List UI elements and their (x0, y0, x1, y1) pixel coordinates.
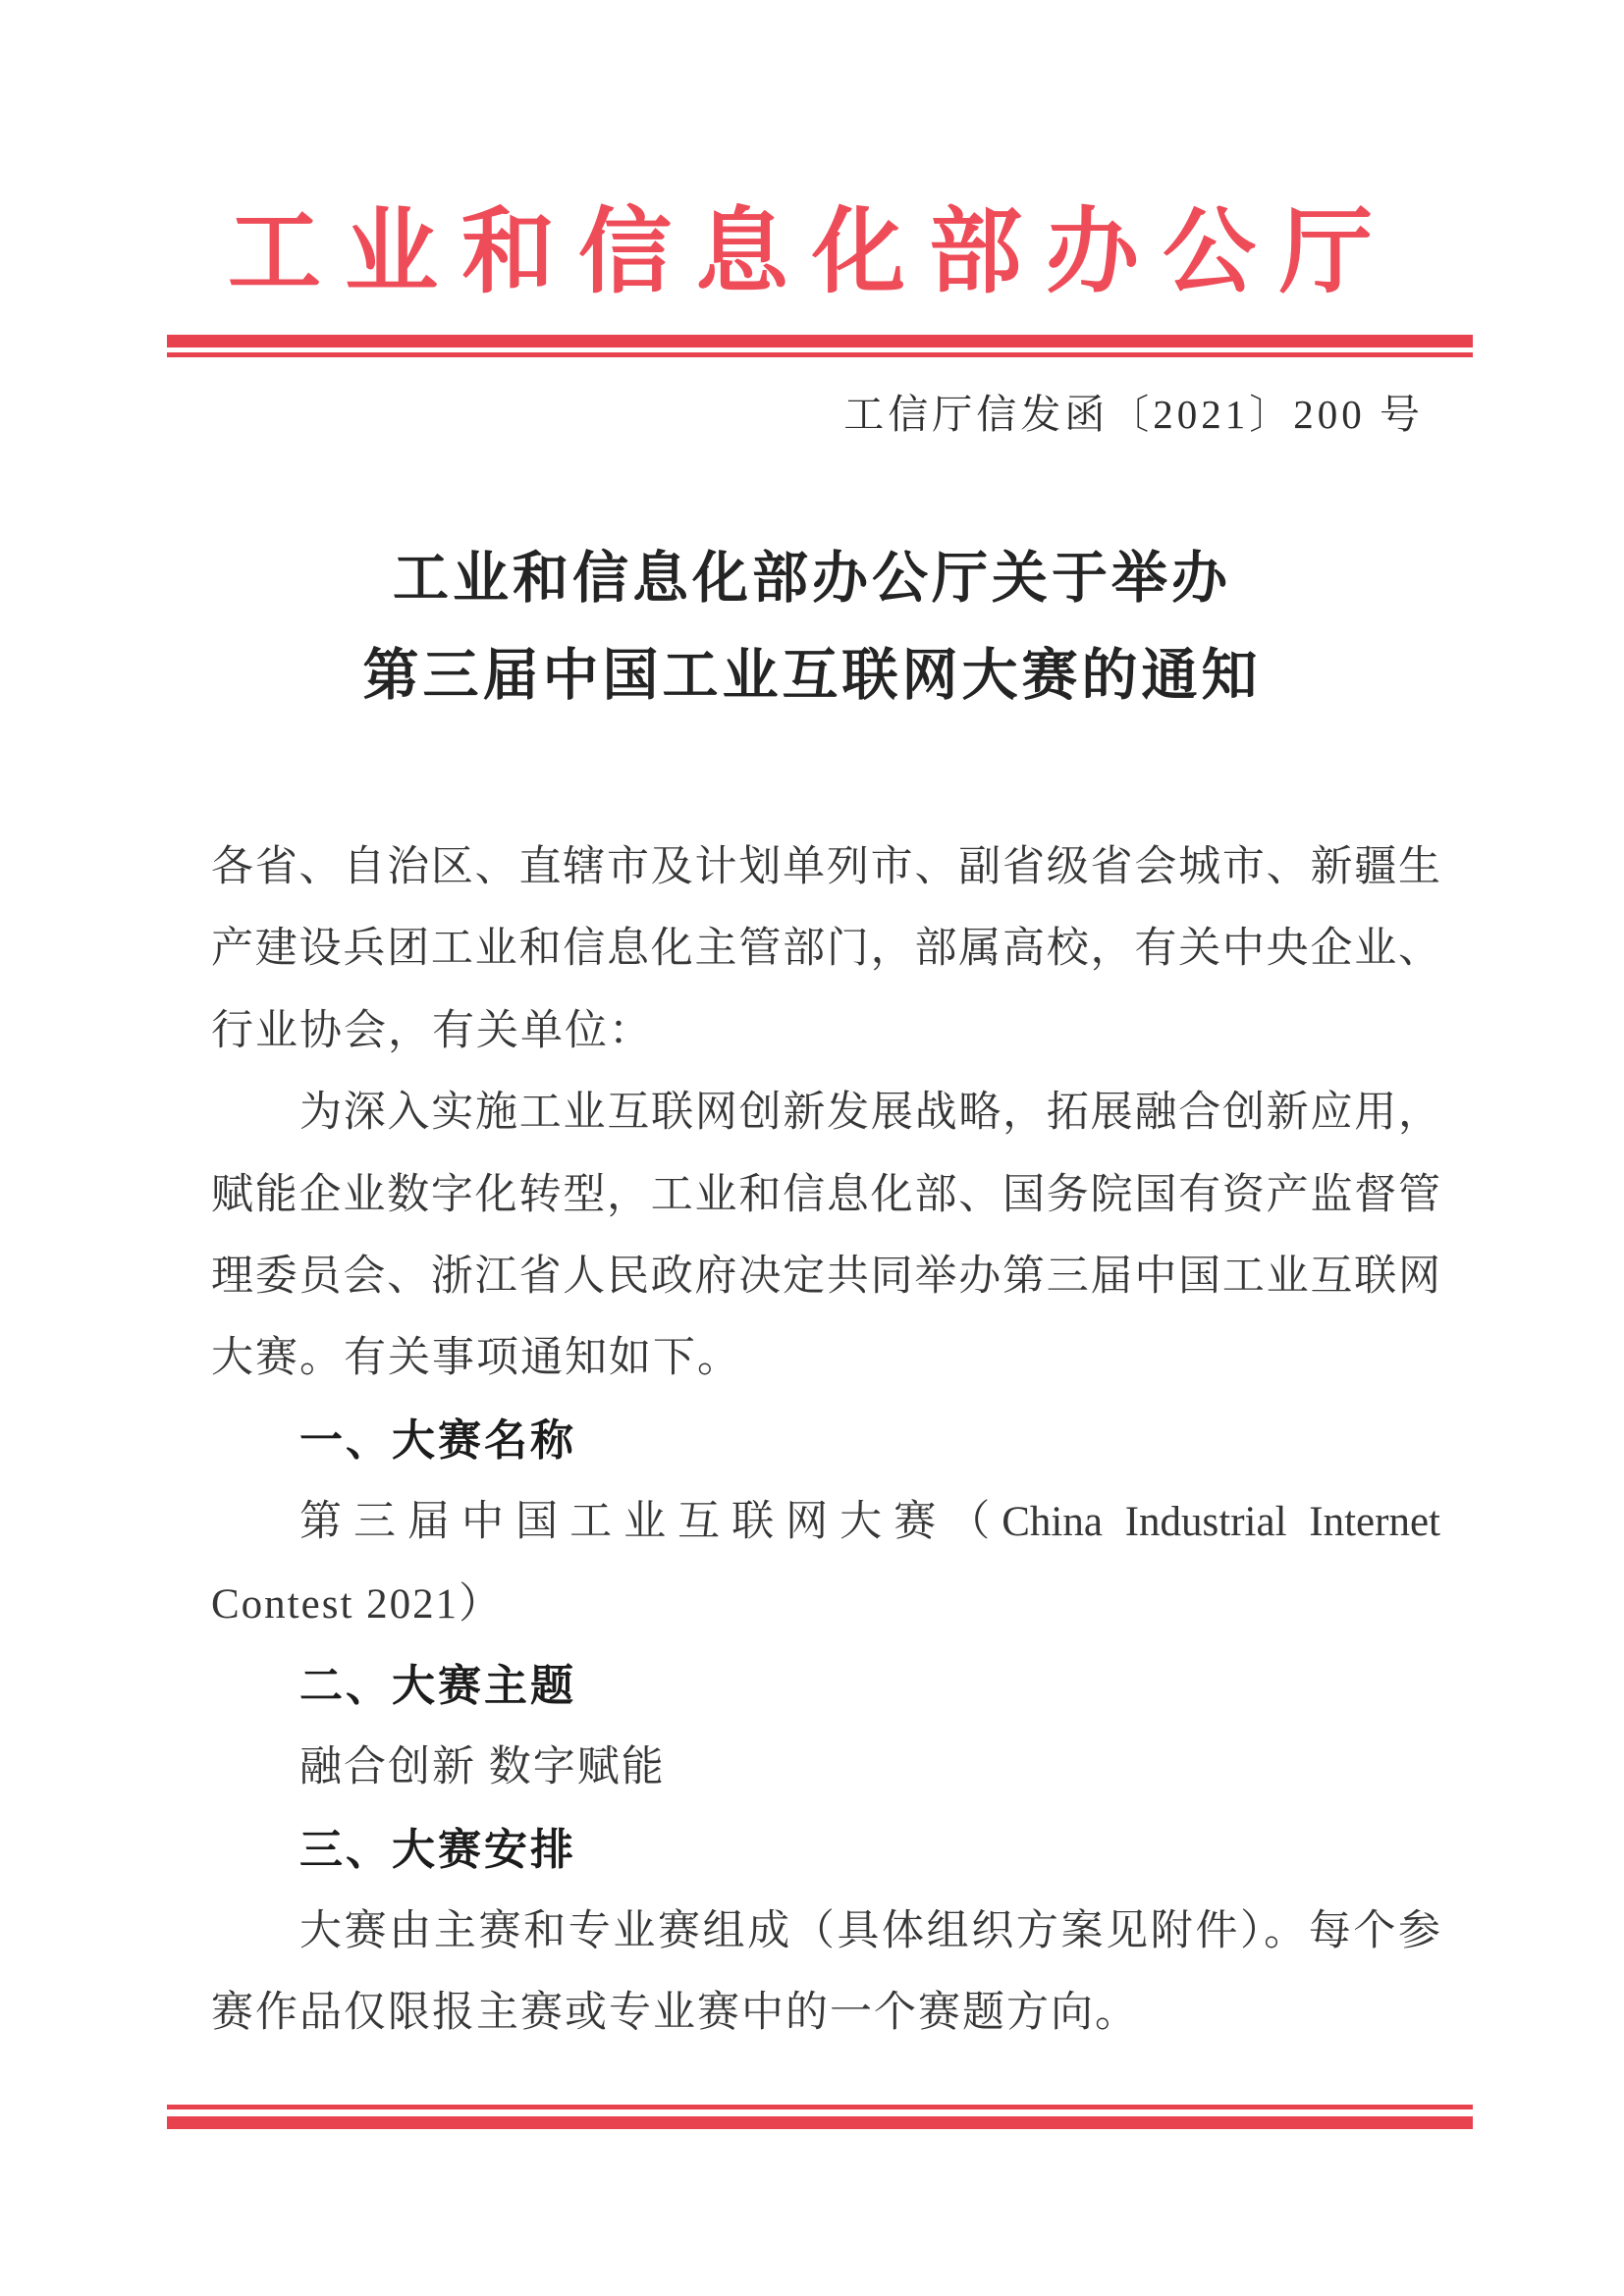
masthead-rule-thick (167, 335, 1473, 347)
issuing-agency-masthead: 工业和信息化部办公厅 (227, 200, 1396, 304)
section-heading: 三、大赛安排 (299, 1825, 576, 1874)
body-line: 理委员会、浙江省人民政府决定共同举办第三届中国工业互联网 (211, 1253, 1440, 1300)
document-title (0, 530, 1624, 724)
body-line: 为深入实施工业互联网创新发展战略，拓展融合创新应用， (299, 1090, 1440, 1137)
body-line: 行业协会，有关单位： (211, 1007, 653, 1054)
body-text (211, 827, 1440, 2055)
footer-rule-thin (167, 2105, 1473, 2109)
document-title-line2: 第三届中国工业互联网大赛的通知 (362, 645, 1262, 707)
body-line: 赛作品仅限报主赛或专业赛中的一个赛题方向。 (211, 1990, 1139, 2037)
body-line: 大赛由主赛和专业赛组成（具体组织方案见附件）。每个参 (299, 1908, 1440, 1955)
body-line: 融合创新 数字赋能 (299, 1744, 666, 1791)
body-line: 大赛。有关事项通知如下。 (211, 1335, 741, 1382)
body-line: Contest 2021） (211, 1580, 504, 1628)
document-title-line1: 工业和信息化部办公厅关于举办 (393, 548, 1231, 610)
body-line: 第三届中国工业互联网大赛（China Industrial Internet (299, 1499, 1440, 1546)
body-line: 赋能企业数字化转型，工业和信息化部、国务院国有资产监督管 (211, 1171, 1440, 1218)
masthead-rule-thin (167, 352, 1473, 357)
footer-rule-thick (167, 2116, 1473, 2129)
body-line: 产建设兵团工业和信息化主管部门，部属高校，有关中央企业、 (211, 926, 1440, 973)
section-heading: 一、大赛名称 (299, 1415, 576, 1465)
section-heading: 二、大赛主题 (299, 1661, 576, 1710)
document-number: 工信厅信发函〔2021〕200 号 (843, 392, 1424, 437)
body-line: 各省、自治区、直辖市及计划单列市、副省级省会城市、新疆生 (211, 844, 1440, 890)
